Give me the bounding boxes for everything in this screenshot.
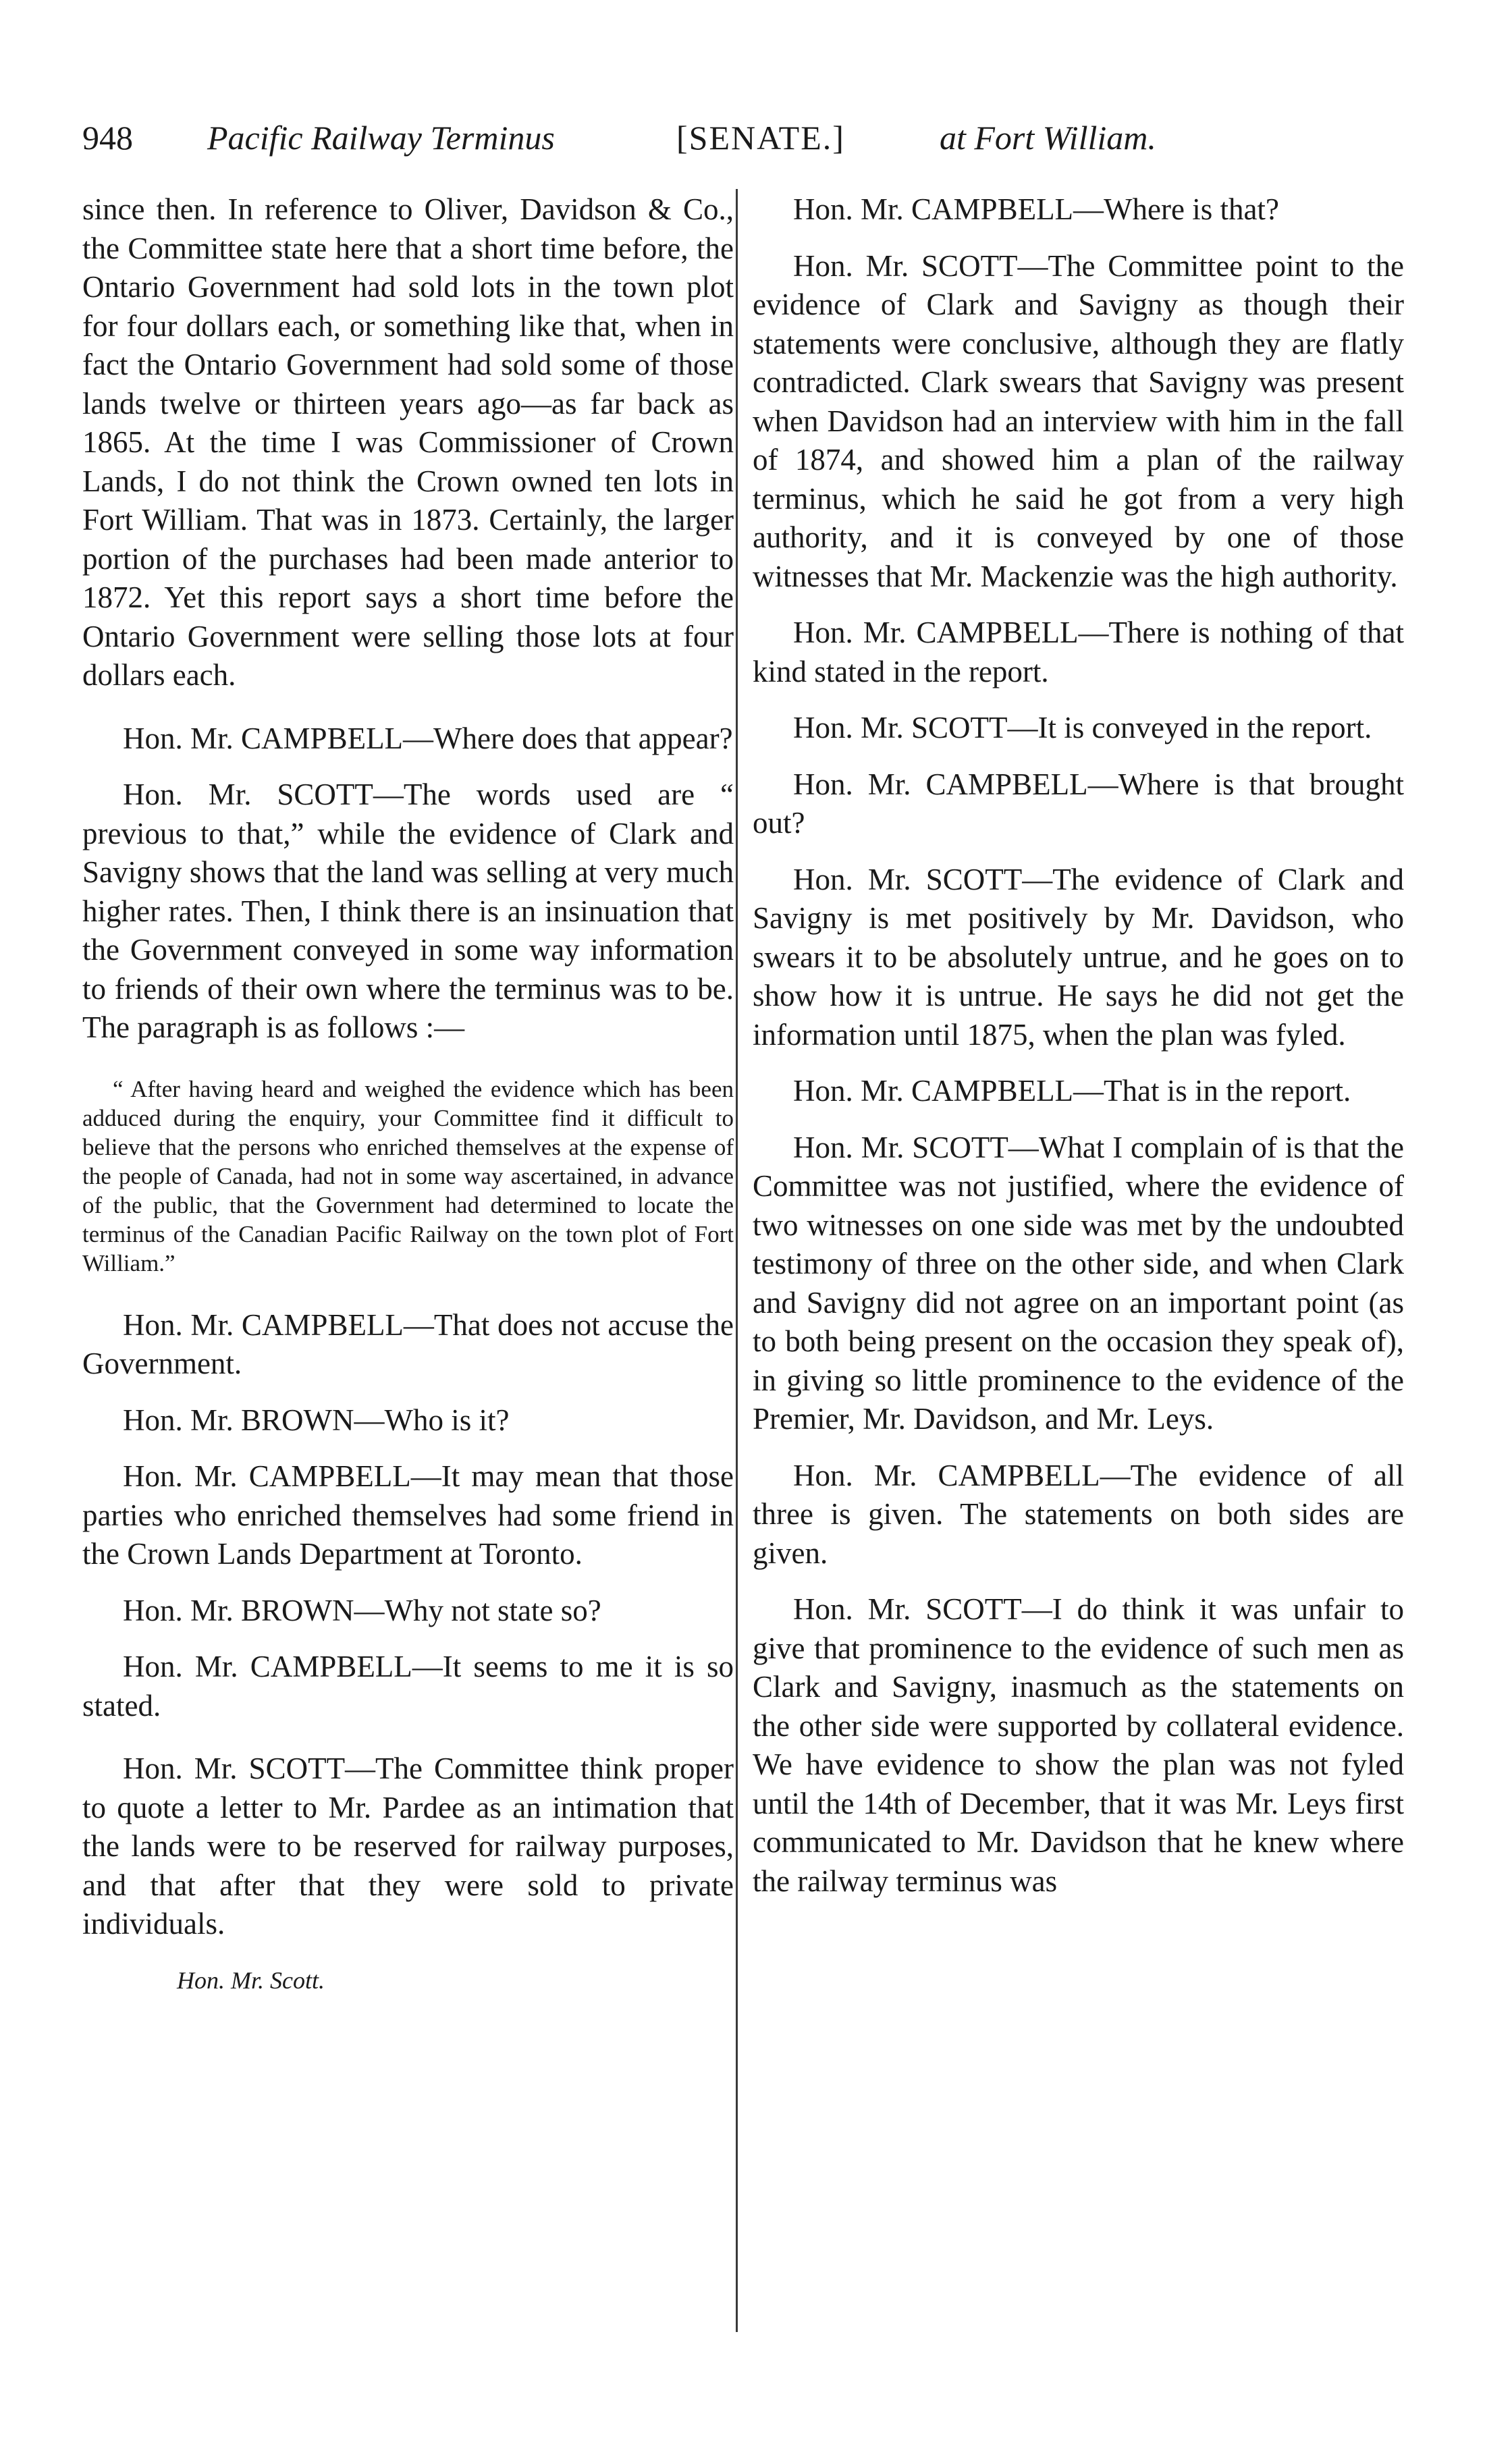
left-column	[82, 190, 734, 2000]
paragraph: Hon. Mr. SCOTT—It is conveyed in the report.	[793, 711, 1372, 744]
paragraph: Hon. Mr. CAMPBELL—It may mean that those parties who enriched themselves had some friend in the Crown Lands Department at Toronto.	[82, 1459, 734, 1571]
paragraph: Hon. Mr. SCOTT—The evidence of Clark and Savigny is met positively by Mr. Davidson, who swears it to be absolutely untrue, and he goes on to show how it is untrue. He says he did not get the information until 1875, when the plan was fyled.	[753, 862, 1404, 1052]
paragraph: Hon. Mr. SCOTT—The words used are “ previous to that,” while the evidence of Clark and Savigny shows that the land was selling at very much higher rates. Then, I think there is an insinuation that the Government conveyed in some way information to friends of their own where the terminus was to be. The paragraph is as follows :—	[82, 778, 734, 1044]
paragraph: Hon. Mr. CAMPBELL—Where does that appear?	[123, 721, 733, 755]
paragraph: since then. In reference to Oliver, Davidson & Co., the Committee state here that a short time before, the Ontario Government had sold lots in the town plot for four dollars each, or something like that, when in fact the Ontario Government had sold some of those lands twelve or thirteen years ago—as far back as 1865. At the time I was Commissioner of Crown Lands, I do not think the Crown owned ten lots in Fort William. That was in 1873. Certainly, the larger portion of the purchases had been made anterior to 1872. Yet this report says a short time before the Ontario Government were selling those lots at four dollars each.	[82, 192, 734, 692]
paragraph: Hon. Mr. CAMPBELL—Where is that?	[793, 192, 1279, 226]
paragraph: Hon. Mr. BROWN—Why not state so?	[123, 1593, 601, 1627]
paragraph: Hon. Mr. CAMPBELL—There is nothing of that kind stated in the report.	[753, 616, 1404, 688]
catchword: Hon. Mr. Scott.	[177, 1966, 325, 1994]
paragraph: Hon. Mr. CAMPBELL—That is in the report.	[793, 1074, 1351, 1108]
place-label: at Fort William.	[940, 119, 1156, 157]
running-header	[82, 118, 1189, 172]
right-column	[753, 190, 1404, 1918]
paragraph: Hon. Mr. SCOTT—The Committee think proper to quote a letter to Mr. Pardee as an intimation that the lands were to be reserved for railway purposes, and that after that they were sold to private individuals.	[82, 1752, 734, 1941]
column-divider	[736, 189, 738, 2332]
paragraph: Hon. Mr. SCOTT—I do think it was unfair to give that prominence to the evidence of such men as Clark and Savigny, inasmuch as the statements on the other side were supported by collateral evidence. We have evidence to show the plan was not fyled until the 14th of December, that it was Mr. Leys first communicated to Mr. Davidson that he knew where the railway terminus was	[753, 1592, 1404, 1898]
paragraph: Hon. Mr. CAMPBELL—It seems to me it is so stated.	[82, 1650, 734, 1723]
paragraph: Hon. Mr. CAMPBELL—The evidence of all three is given. The statements on both sides are given.	[753, 1458, 1404, 1570]
paragraph: Hon. Mr. SCOTT—What I complain of is that the Committee was not justified, where the evidence of two witnesses on one side was met by the undoubted testimony of three on the other side, and when Clark and Savigny did not agree on an important point (as to both being present on the occasion they speak of), in giving so little prominence to the evidence of the Premier, Mr. Davidson, and Mr. Leys.	[753, 1130, 1404, 1436]
block-quote: “ After having heard and weighed the evidence which has been adduced during the enquiry, your Committee find it difficult to believe that the persons who enriched themselves at the expense of the people of Canada, had not in some way ascertained, in advance of the public, that the Government had determined to locate the terminus of the Canadian Pacific Railway on the town plot of Fort William.”	[82, 1075, 734, 1276]
paragraph: Hon. Mr. CAMPBELL—That does not accuse the Government.	[82, 1307, 734, 1380]
paragraph: Hon. Mr. BROWN—Who is it?	[123, 1403, 510, 1437]
running-title: Pacific Railway Terminus	[207, 119, 555, 157]
paragraph: Hon. Mr. SCOTT—The Committee point to the evidence of Clark and Savigny as though their statements were conclusive, although they are flatly contradicted. Clark swears that Savigny was present when Davidson had an interview with him in the fall of 1874, and showed him a plan of the railway terminus, which he said he got from a very high authority, and it is conveyed by one of those witnesses that Mr. Mackenzie was the high authority.	[753, 248, 1404, 593]
chamber-label: [SENATE.]	[676, 119, 845, 157]
paragraph: Hon. Mr. CAMPBELL—Where is that brought out?	[753, 767, 1404, 840]
page-number: 948	[82, 119, 133, 157]
